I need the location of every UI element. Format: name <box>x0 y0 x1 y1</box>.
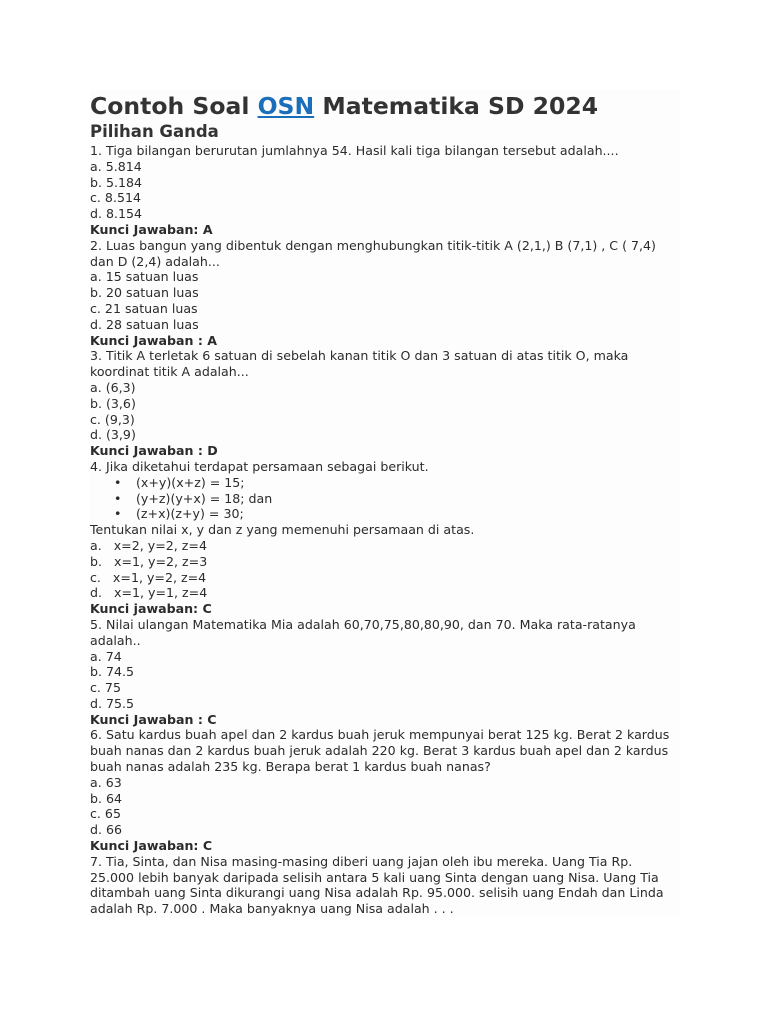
equation-list <box>90 475 680 522</box>
answer-key: Kunci Jawaban: C <box>90 838 213 854</box>
answer-key: Kunci Jawaban: A <box>90 221 213 237</box>
title-suffix: Matematika SD 2024 <box>314 92 599 120</box>
section-heading: Pilihan Ganda <box>90 122 219 141</box>
option-a: a. 74 <box>90 648 122 664</box>
question-1 <box>90 143 680 238</box>
option-a: a. 5.814 <box>90 158 142 174</box>
article-content <box>90 90 680 917</box>
option-d: d. 28 satuan luas <box>90 316 199 332</box>
article-title <box>90 90 680 122</box>
question-2 <box>90 238 680 349</box>
question-5 <box>90 617 680 728</box>
option-d: d. (3,9) <box>90 427 136 443</box>
answer-key: Kunci Jawaban : D <box>90 443 218 459</box>
option-c: c. (9,3) <box>90 411 135 427</box>
question-text: 5. Nilai ulangan Matematika Mia adalah 60,70,75,80,80,90, dan 70. Maka rata-ratanya adalah.. <box>90 616 636 648</box>
question-text: 2. Luas bangun yang dibentuk dengan menghubungkan titik-titik A (2,1,) B (7,1) , C ( 7,4) dan D (2,4) adalah... <box>90 237 656 269</box>
option-c: c. 8.514 <box>90 190 141 206</box>
option-c: c. 75 <box>90 680 121 696</box>
equation-item: • (y+z)(y+x) = 18; dan <box>90 491 680 507</box>
answer-key: Kunci jawaban: C <box>90 601 212 617</box>
option-b: b. 64 <box>90 790 123 806</box>
option-a: a. (6,3) <box>90 379 136 395</box>
answer-key: Kunci Jawaban : A <box>90 332 217 348</box>
option-a: a. 15 satuan luas <box>90 269 199 285</box>
option-b: b. 74.5 <box>90 664 135 680</box>
option-c: c. x=1, y=2, z=4 <box>90 569 207 585</box>
equation-item: • (z+x)(z+y) = 30; <box>90 506 680 522</box>
question-3 <box>90 348 680 459</box>
option-a: a. x=2, y=2, z=4 <box>90 537 207 553</box>
question-6 <box>90 727 680 853</box>
option-c: c. 65 <box>90 806 121 822</box>
option-b: b. 5.184 <box>90 174 143 190</box>
option-d: d. 8.154 <box>90 206 143 222</box>
question-text: 4. Jika diketahui terdapat persamaan sebagai berikut. <box>90 458 429 474</box>
option-c: c. 21 satuan luas <box>90 300 198 316</box>
option-b: b. (3,6) <box>90 395 136 411</box>
option-d: d. x=1, y=1, z=4 <box>90 585 208 601</box>
question-text: 1. Tiga bilangan berurutan jumlahnya 54. Hasil kali tiga bilangan tersebut adalah.... <box>90 143 619 158</box>
option-d: d. 66 <box>90 822 123 838</box>
title-prefix: Contoh Soal <box>90 92 258 120</box>
option-b: b. 20 satuan luas <box>90 285 199 301</box>
osn-link[interactable]: OSN <box>257 92 315 120</box>
option-d: d. 75.5 <box>90 695 135 711</box>
question-text: 6. Satu kardus buah apel dan 2 kardus buah jeruk mempunyai berat 125 kg. Berat 2 kardus buah nanas dan 2 kardus buah jeruk adalah 220 kg. Berat 3 kardus buah apel dan 2 kardus buah nanas adalah 235 kg. Berapa berat 1 kardus buah nanas? <box>90 727 670 775</box>
equation-item: • (x+y)(x+z) = 15; <box>90 475 680 491</box>
option-b: b. x=1, y=2, z=3 <box>90 553 208 569</box>
question-4 <box>90 459 680 617</box>
question-7 <box>90 854 680 917</box>
option-a: a. 63 <box>90 774 122 790</box>
question-text: 7. Tia, Sinta, dan Nisa masing-masing diberi uang jajan oleh ibu mereka. Uang Tia Rp. 25.000 lebih banyak daripada selisih antara 5 kali uang Sinta dengan uang Nisa. Uang Tia ditambah uang Sinta dikurangi uang Nisa adalah Rp. 95.000. selisih uang Endah dan Linda adalah Rp. 7.000 . Maka banyaknya uang Nisa adalah . . . <box>90 853 664 917</box>
question-text: 3. Titik A terletak 6 satuan di sebelah kanan titik O dan 3 satuan di atas titik O, maka koordinat titik A adalah... <box>90 348 629 380</box>
question-prompt: Tentukan nilai x, y dan z yang memenuhi persamaan di atas. <box>90 522 475 538</box>
answer-key: Kunci Jawaban : C <box>90 711 217 727</box>
